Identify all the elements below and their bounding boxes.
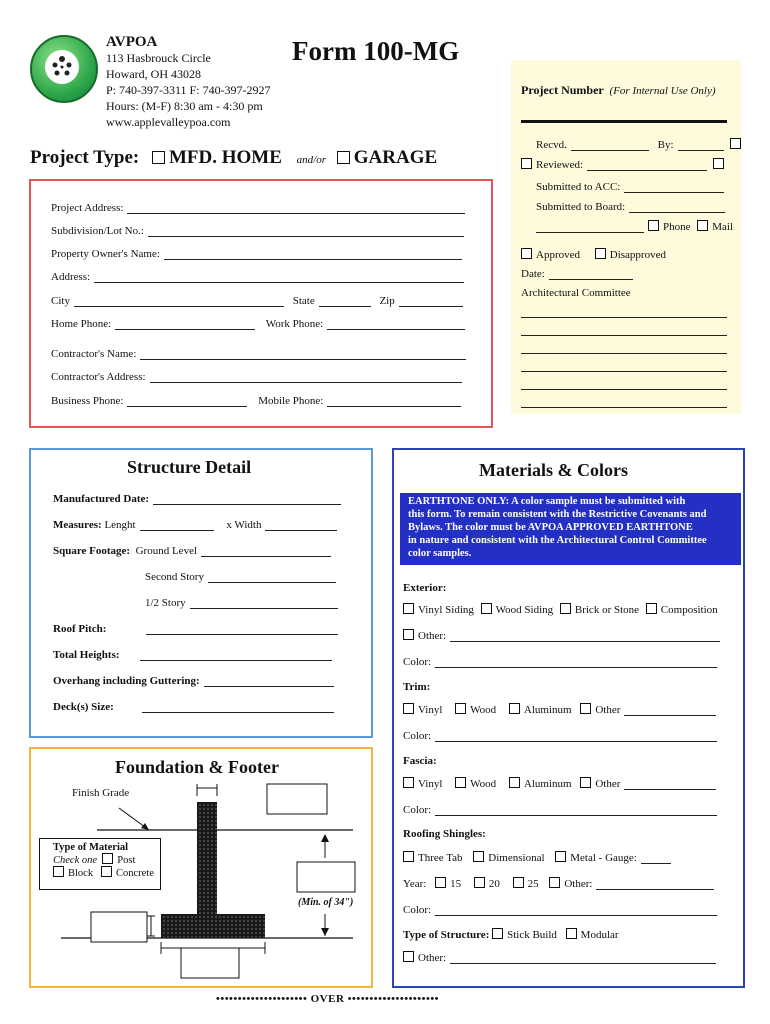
address-line-1: 113 Hasbrouck Circle — [106, 51, 211, 65]
concrete-label: Concrete — [115, 868, 154, 879]
work-phone-input[interactable] — [327, 317, 465, 330]
garage-label: GARAGE — [353, 147, 438, 168]
project-number-header — [521, 83, 716, 98]
submitted-acc-row — [536, 180, 724, 193]
exterior-color-input[interactable] — [435, 655, 717, 668]
website: www.applevalleypoa.com — [106, 115, 231, 129]
earthtone-line: this form. To remain consistent with the Restrictive Covenants and — [408, 509, 707, 520]
ground-level-input[interactable] — [201, 544, 331, 557]
earthtone-line: Bylaws. The color must be AVPOA APPROVED EARTHTONE — [408, 522, 693, 533]
submitted-board-input[interactable] — [629, 200, 725, 213]
trim-other-input[interactable] — [624, 703, 716, 716]
signature-line[interactable] — [521, 390, 727, 408]
fascia-wood-checkbox[interactable] — [455, 777, 466, 788]
trim-other-checkbox[interactable] — [580, 703, 591, 714]
zip-label: Zip — [379, 295, 395, 307]
trim-aluminum-checkbox[interactable] — [509, 703, 520, 714]
concrete-checkbox[interactable] — [101, 866, 112, 877]
min-depth-label: (Min. of 34") — [298, 897, 354, 908]
submitted-board-label: Submitted to Board: — [536, 201, 626, 213]
state-input[interactable] — [319, 294, 371, 307]
composition-checkbox[interactable] — [646, 603, 657, 614]
project-type-row — [30, 147, 437, 169]
structure-other-input[interactable] — [450, 951, 716, 964]
contractor-address-input[interactable] — [150, 370, 462, 383]
measures-label: Measures: — [53, 519, 102, 531]
decks-input[interactable] — [142, 700, 334, 713]
vinyl-siding-checkbox[interactable] — [403, 603, 414, 614]
owner-address-label: Address: — [51, 271, 91, 283]
wood-siding-checkbox[interactable] — [481, 603, 492, 614]
year-other-checkbox[interactable] — [549, 877, 560, 888]
overhang-label: Overhang including Guttering: — [53, 675, 200, 687]
exterior-other-input[interactable] — [450, 629, 720, 642]
work-phone-label: Work Phone: — [265, 318, 324, 330]
trim-aluminum-label: Aluminum — [523, 704, 572, 716]
type-material-box — [39, 838, 161, 890]
mail-checkbox[interactable] — [697, 220, 708, 231]
modular-label: Modular — [580, 929, 619, 941]
decks-field — [53, 700, 334, 713]
date-label: Date: — [521, 268, 545, 280]
fascia-other-checkbox[interactable] — [580, 777, 591, 788]
block-concrete-row — [53, 866, 160, 879]
total-heights-input[interactable] — [140, 648, 332, 661]
contractor-address-label: Contractor's Address: — [51, 371, 146, 383]
fascia-wood-label: Wood — [470, 778, 497, 790]
project-number-label: Project Number — [521, 83, 604, 97]
three-tab-checkbox[interactable] — [403, 851, 414, 862]
trim-color-field — [403, 729, 717, 742]
metal-gauge-input[interactable] — [641, 851, 671, 864]
wood-siding-label: Wood Siding — [495, 604, 554, 616]
recvd-label: Recvd. — [536, 139, 567, 151]
stick-build-checkbox[interactable] — [492, 928, 503, 939]
exterior-other-field — [403, 629, 720, 642]
office-hours: Hours: (M-F) 8:30 am - 4:30 pm — [106, 99, 263, 113]
block-label: Block — [68, 868, 94, 879]
reviewed-end-checkbox[interactable] — [713, 158, 724, 169]
structure-other-field — [403, 951, 716, 964]
overhang-field — [53, 674, 334, 687]
year-15-label: 15 — [450, 878, 462, 890]
metal-gauge-checkbox[interactable] — [555, 851, 566, 862]
width-input[interactable] — [265, 518, 337, 531]
exterior-other-label: Other: — [418, 630, 447, 642]
owner-address-field — [51, 270, 464, 283]
exterior-label: Exterior: — [403, 582, 447, 594]
overhang-input[interactable] — [204, 674, 334, 687]
roofing-color-label: Color: — [403, 904, 432, 916]
subdivision-input[interactable] — [148, 224, 464, 237]
contractor-name-input[interactable] — [140, 347, 466, 360]
signature-line[interactable] — [521, 372, 727, 390]
owner-name-field — [51, 247, 462, 260]
trim-vinyl-checkbox[interactable] — [403, 703, 414, 714]
roofing-color-field — [403, 903, 717, 916]
business-phone-input[interactable] — [127, 394, 247, 407]
exterior-options — [403, 603, 718, 616]
year-other-label: Other: — [564, 878, 593, 890]
by-label: By: — [657, 139, 674, 151]
year-25-label: 25 — [527, 878, 539, 890]
half-story-field — [145, 596, 338, 609]
submitted-board-row — [536, 200, 725, 213]
stick-build-label: Stick Build — [507, 929, 557, 941]
internal-use-note: (For Internal Use Only) — [609, 85, 716, 97]
fascia-options — [403, 777, 716, 790]
garage-checkbox[interactable] — [337, 151, 350, 164]
exterior-color-field — [403, 655, 717, 668]
approved-label: Approved — [536, 249, 580, 261]
roofing-color-input[interactable] — [435, 903, 717, 916]
trim-label: Trim: — [403, 681, 431, 693]
address-line-2: Howard, OH 43028 — [106, 67, 201, 81]
fascia-color-field — [403, 803, 717, 816]
width-label: x Width — [226, 519, 262, 531]
reviewed-input[interactable] — [587, 158, 707, 171]
apple-logo-core — [45, 50, 79, 84]
square-footage-field — [53, 544, 331, 557]
trim-wood-label: Wood — [470, 704, 497, 716]
vinyl-siding-label: Vinyl Siding — [418, 604, 474, 616]
structure-other-label: Other: — [418, 952, 447, 964]
materials-title: Materials & Colors — [479, 460, 628, 480]
trim-options — [403, 703, 716, 716]
roof-pitch-field — [53, 622, 338, 635]
mobile-phone-input[interactable] — [327, 394, 461, 407]
earthtone-line: color samples. — [408, 548, 472, 559]
decks-label: Deck(s) Size: — [53, 701, 114, 713]
roof-pitch-label: Roof Pitch: — [53, 623, 107, 635]
earthtone-notice — [400, 493, 741, 565]
fascia-aluminum-label: Aluminum — [523, 778, 572, 790]
ground-level-label: Ground Level — [135, 545, 198, 557]
exterior-color-label: Color: — [403, 656, 432, 668]
structure-other-checkbox[interactable] — [403, 951, 414, 962]
submitted-acc-input[interactable] — [624, 180, 724, 193]
signature-line[interactable] — [521, 354, 727, 372]
committee-signature-lines — [521, 304, 727, 408]
zip-input[interactable] — [399, 294, 463, 307]
committee-label: Architectural Committee — [521, 287, 631, 299]
year-25-checkbox[interactable] — [513, 877, 524, 888]
phone-fax: P: 740-397-3311 F: 740-397-2927 — [106, 83, 271, 97]
home-phone-input[interactable] — [115, 317, 255, 330]
date-row — [521, 267, 633, 280]
reviewed-row — [521, 158, 728, 171]
disapproved-label: Disapproved — [609, 249, 666, 261]
roof-pitch-input[interactable] — [146, 622, 338, 635]
foundation-title: Foundation & Footer — [115, 757, 279, 777]
year-other-input[interactable] — [596, 877, 714, 890]
mfd-home-label: MFD. HOME — [168, 147, 282, 168]
apple-seed-icon — [45, 50, 79, 84]
composition-label: Composition — [660, 604, 718, 616]
phone-mail-row — [536, 220, 733, 233]
business-phones-field — [51, 394, 461, 407]
trim-color-label: Color: — [403, 730, 432, 742]
contractor-name-field — [51, 347, 466, 360]
signature-line[interactable] — [521, 336, 727, 354]
earthtone-line: EARTHTONE ONLY: A color sample must be submitted with — [408, 496, 686, 507]
project-type-label: Project Type: — [30, 147, 140, 168]
year-15-checkbox[interactable] — [435, 877, 446, 888]
finish-grade-label: Finish Grade — [72, 787, 130, 799]
owner-address-input[interactable] — [94, 270, 464, 283]
half-story-input[interactable] — [190, 596, 338, 609]
city-input[interactable] — [74, 294, 284, 307]
form-title: Form 100-MG — [292, 36, 460, 66]
half-story-label: 1/2 Story — [145, 597, 186, 609]
home-phone-label: Home Phone: — [51, 318, 112, 330]
fascia-aluminum-checkbox[interactable] — [509, 777, 520, 788]
andor-label: and/or — [296, 154, 326, 166]
fascia-vinyl-label: Vinyl — [418, 778, 443, 790]
check-one-row — [53, 853, 160, 866]
header-divider — [521, 120, 727, 123]
second-story-input[interactable] — [208, 570, 336, 583]
owner-name-input[interactable] — [164, 247, 462, 260]
manufactured-date-field — [53, 492, 341, 505]
phones-field — [51, 317, 465, 330]
year-label: Year: — [403, 878, 427, 890]
submitted-acc-label: Submitted to ACC: — [536, 181, 621, 193]
mobile-phone-label: Mobile Phone: — [258, 395, 324, 407]
project-address-field — [51, 201, 465, 214]
year-20-label: 20 — [488, 878, 500, 890]
phone-mail-input[interactable] — [536, 220, 644, 233]
measures-field — [53, 518, 337, 531]
fascia-other-label: Other — [595, 778, 621, 790]
type-structure-field — [403, 928, 619, 941]
year-field — [403, 877, 714, 890]
fascia-vinyl-checkbox[interactable] — [403, 777, 414, 788]
signature-line[interactable] — [521, 318, 727, 336]
roofing-options — [403, 851, 671, 864]
org-name: AVPOA — [106, 34, 158, 50]
city-state-zip-field — [51, 294, 463, 307]
contractor-name-label: Contractor's Name: — [51, 348, 137, 360]
recvd-checkbox[interactable] — [730, 138, 741, 149]
post-checkbox[interactable] — [102, 853, 113, 864]
subdivision-label: Subdivision/Lot No.: — [51, 225, 144, 237]
three-tab-label: Three Tab — [418, 852, 463, 864]
roofing-label: Roofing Shingles: — [403, 828, 486, 840]
post-label: Post — [117, 855, 136, 866]
project-address-input[interactable] — [127, 201, 465, 214]
mfd-home-checkbox[interactable] — [152, 151, 165, 164]
fascia-color-label: Color: — [403, 804, 432, 816]
total-heights-field — [53, 648, 332, 661]
fascia-other-input[interactable] — [624, 777, 716, 790]
city-label: City — [51, 295, 70, 307]
approved-checkbox[interactable] — [521, 248, 532, 259]
business-phone-label: Business Phone: — [51, 395, 124, 407]
contractor-address-field — [51, 370, 462, 383]
check-one-label: Check one — [53, 855, 98, 866]
over-footer: ••••••••••••••••••••• OVER ••••••••••••••••••••• — [216, 993, 440, 1005]
manufactured-date-input[interactable] — [153, 492, 341, 505]
trim-color-input[interactable] — [435, 729, 717, 742]
mail-label: Mail — [712, 221, 734, 233]
org-address-block — [106, 34, 271, 130]
square-footage-label: Square Footage: — [53, 545, 131, 557]
modular-checkbox[interactable] — [566, 928, 577, 939]
approval-row — [521, 248, 666, 261]
block-checkbox[interactable] — [53, 866, 64, 877]
dimensional-label: Dimensional — [488, 852, 545, 864]
manufactured-date-label: Manufactured Date: — [53, 493, 150, 505]
fascia-label: Fascia: — [403, 755, 437, 767]
second-story-field — [145, 570, 336, 583]
subdivision-field — [51, 224, 464, 237]
reviewed-label: Reviewed: — [536, 159, 584, 171]
structure-detail-title: Structure Detail — [127, 457, 252, 477]
total-heights-label: Total Heights: — [53, 649, 120, 661]
year-20-checkbox[interactable] — [474, 877, 485, 888]
trim-vinyl-label: Vinyl — [418, 704, 443, 716]
brick-stone-checkbox[interactable] — [560, 603, 571, 614]
lenght-input[interactable] — [140, 518, 214, 531]
by-input[interactable] — [678, 138, 724, 151]
trim-wood-checkbox[interactable] — [455, 703, 466, 714]
metal-gauge-label: Metal - Gauge: — [570, 852, 637, 864]
trim-other-label: Other — [595, 704, 621, 716]
second-story-label: Second Story — [145, 571, 204, 583]
date-input[interactable] — [549, 267, 633, 280]
owner-name-label: Property Owner's Name: — [51, 248, 160, 260]
type-structure-label: Type of Structure: — [403, 929, 490, 941]
project-address-label: Project Address: — [51, 202, 124, 214]
reviewed-checkbox[interactable] — [521, 158, 532, 169]
signature-line[interactable] — [521, 304, 727, 318]
brick-stone-label: Brick or Stone — [574, 604, 640, 616]
dimensional-checkbox[interactable] — [473, 851, 484, 862]
recvd-input[interactable] — [571, 138, 649, 151]
lenght-label: Lenght — [104, 519, 136, 531]
exterior-other-checkbox[interactable] — [403, 629, 414, 640]
recvd-row — [536, 138, 745, 151]
state-label: State — [292, 295, 315, 307]
phone-label: Phone — [663, 221, 691, 233]
type-material-label: Type of Material — [53, 842, 129, 853]
fascia-color-input[interactable] — [435, 803, 717, 816]
earthtone-line: in nature and consistent with the Architectural Control Committee — [408, 535, 707, 546]
phone-checkbox[interactable] — [648, 220, 659, 231]
disapproved-checkbox[interactable] — [595, 248, 606, 259]
